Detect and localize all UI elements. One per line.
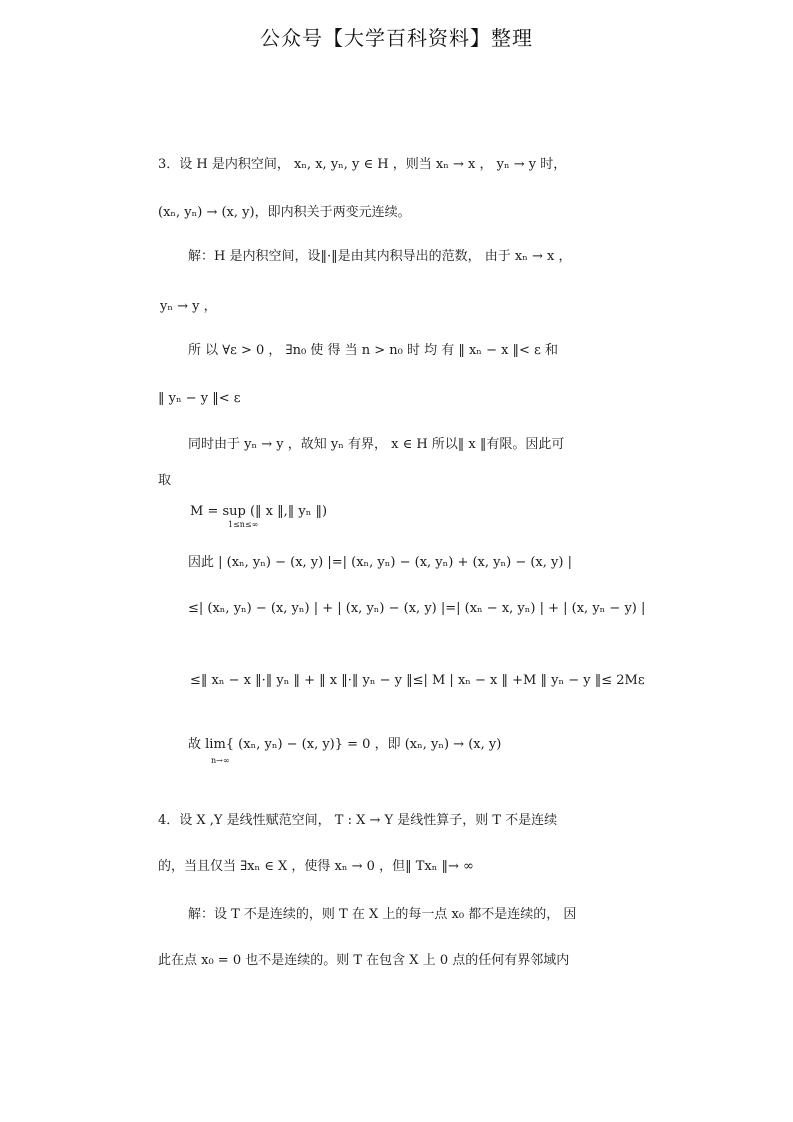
limit-subscript: n→∞ — [211, 756, 230, 765]
problem3-statement-line2: (xₙ, yₙ) → (x, y)，即内积关于两变元连续。 — [158, 205, 411, 220]
problem3-solution-line6: 取 — [158, 473, 172, 488]
problem3-solution-line1: 解：H 是内积空间，设‖·‖是由其内积导出的范数， 由于 xₙ → x ， — [188, 249, 572, 264]
problem3-statement-line1: 3．设 H 是内积空间， xₙ, x, yₙ, y ∈ H ，则当 xₙ → x ， yₙ → y 时， — [158, 157, 567, 172]
problem3-solution-line5: 同时由于 yₙ → y ，故知 yₙ 有界， x ∈ H 所以‖ x ‖有限。因此可 — [188, 437, 565, 452]
problem4-statement-line1: 4．设 X ,Y 是线性赋范空间， T : X → Y 是线性算子，则 T 不是连续 — [158, 813, 558, 828]
limit-conclusion: 故 lim{ (xₙ, yₙ) − (x, y)} = 0 ，即 (xₙ, yₙ) → (x, y) — [188, 737, 502, 752]
problem3-solution-line2: yₙ → y ， — [160, 299, 217, 314]
problem3-solution-line4: ‖ yₙ − y ‖< ε — [158, 391, 241, 406]
inequality-line1: 因此 | (xₙ, yₙ) − (x, y) |=| (xₙ, yₙ) − (x, yₙ) + (x, yₙ) − (x, y) | — [188, 555, 572, 570]
inequality-line3: ≤‖ xₙ − x ‖·‖ yₙ ‖ + ‖ x ‖·‖ yₙ − y ‖≤| M | xₙ − x ‖ +M ‖ yₙ − y ‖≤ 2Mε — [190, 673, 645, 688]
inequality-line2: ≤| (xₙ, yₙ) − (x, yₙ) | + | (x, yₙ) − (x, y) |=| (xₙ − x, yₙ) | + | (x, yₙ − y) | — [188, 601, 646, 616]
sup-definition: M = sup (‖ x ‖,‖ yₙ ‖) — [190, 504, 328, 519]
page-header: 公众号【大学百科资料】整理 — [260, 26, 533, 50]
problem4-solution-line2: 此在点 x₀ = 0 也不是连续的。则 T 在包含 X 上 0 点的任何有界邻域内 — [158, 953, 570, 968]
problem4-solution-line1: 解：设 T 不是连续的，则 T 在 X 上的每一点 x₀ 都不是连续的， 因 — [188, 907, 577, 922]
sup-subscript: 1≤n≤∞ — [228, 520, 259, 529]
problem3-solution-line3: 所 以 ∀ε > 0 ， ∃n₀ 使 得 当 n > n₀ 时 均 有 ‖ xₙ − x ‖< ε 和 — [188, 343, 558, 358]
problem4-statement-line2: 的，当且仅当 ∃xₙ ∈ X ，使得 xₙ → 0 ，但‖ Txₙ ‖→ ∞ — [158, 859, 474, 874]
